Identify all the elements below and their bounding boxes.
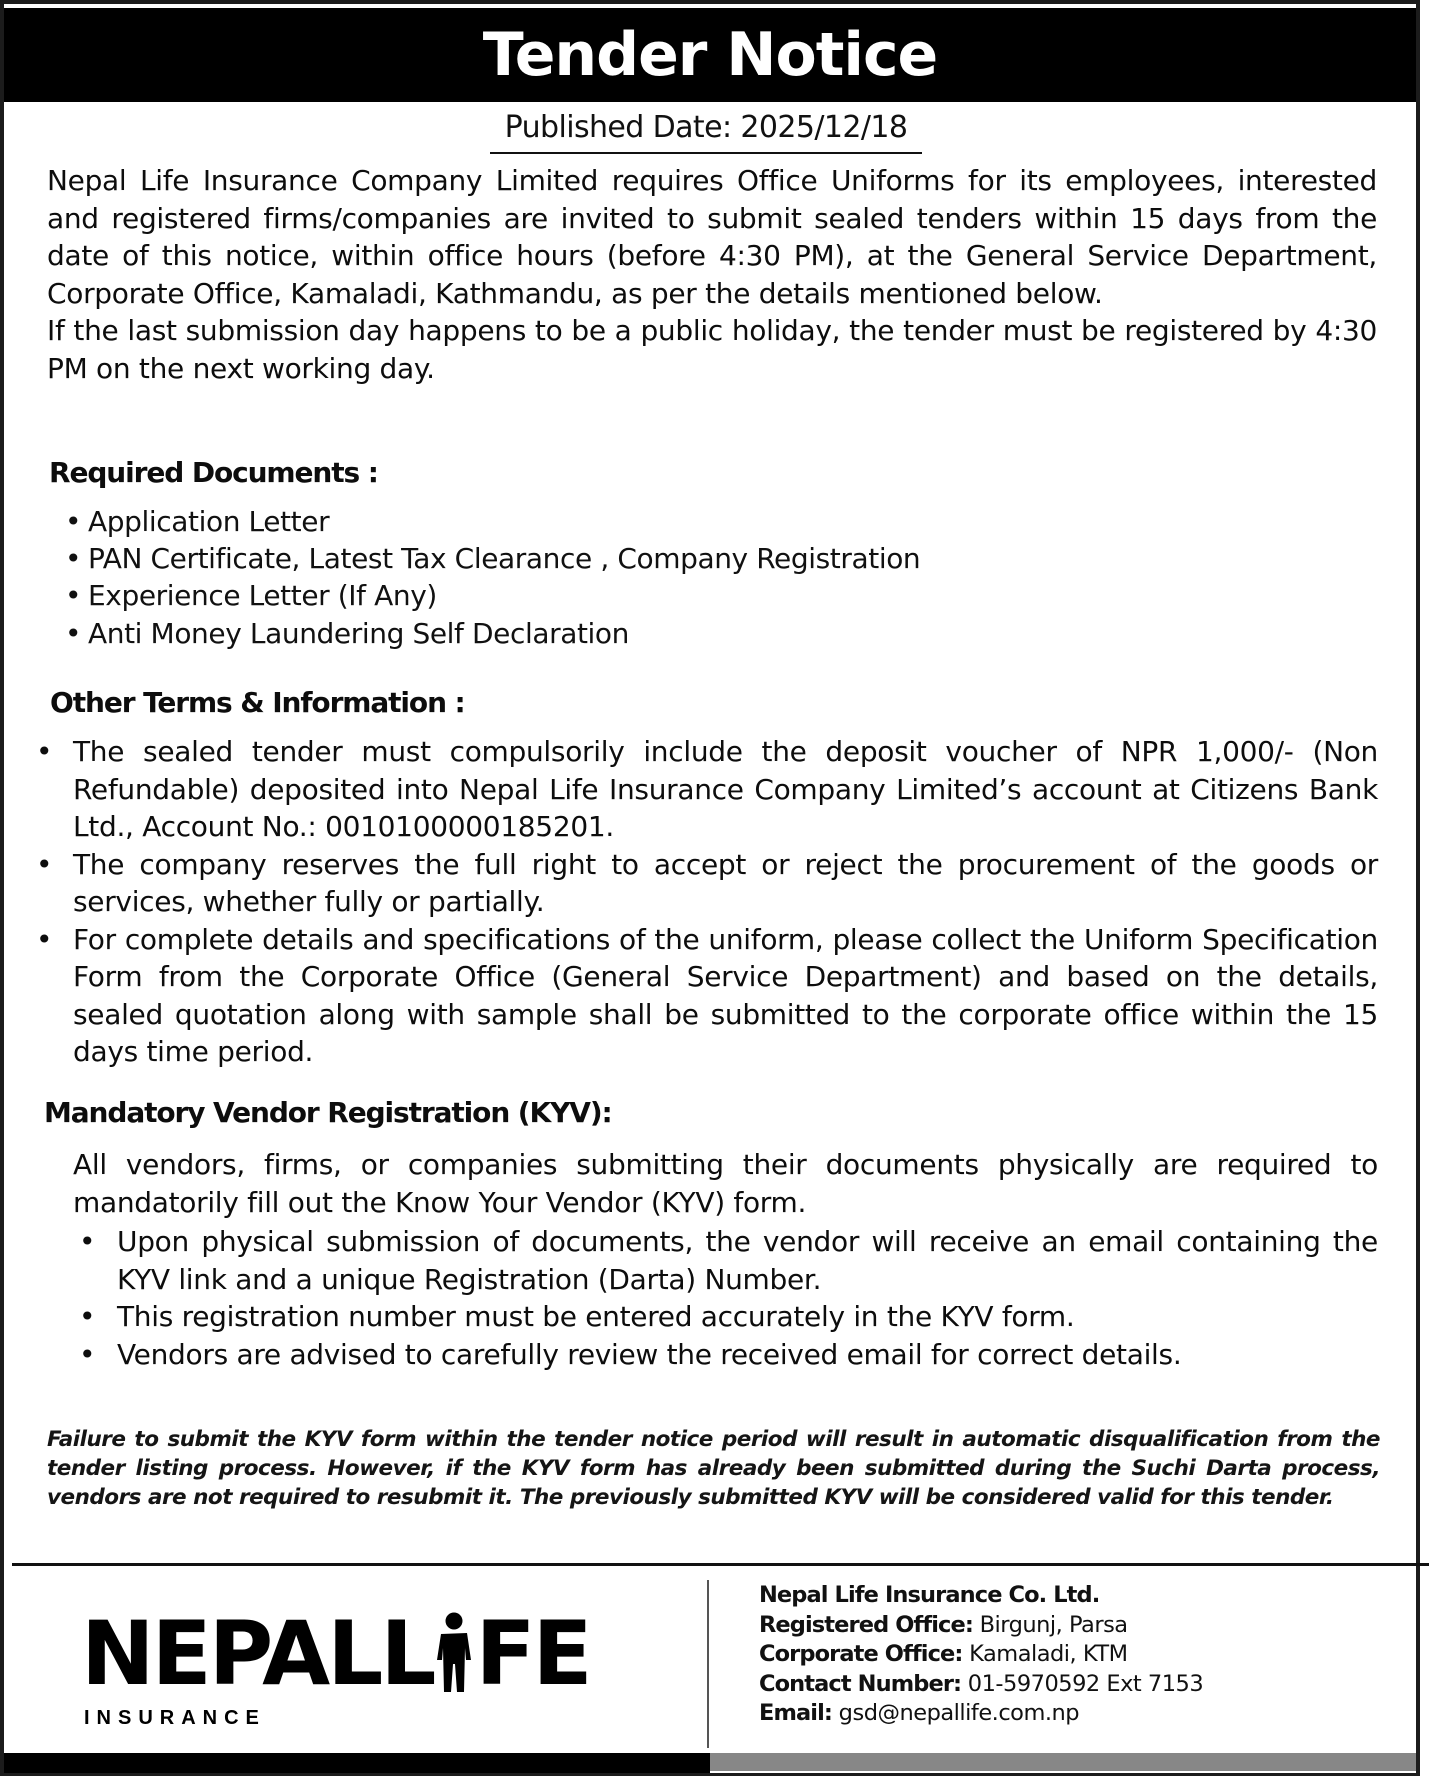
intro-paragraph: Nepal Life Insurance Company Limited requires Office Uniforms for its employees, interested and registered firms/companies are invited to submit sealed tenders within 15 days from the date of this notice, within office hours (before 4:30 PM), at the General Service Department, Corporate Office, Kamaladi, Kathmandu, as per the details mentioned below. — [47, 164, 1377, 310]
list-item — [36, 846, 1378, 921]
kyv-heading: Mandatory Vendor Registration (KYV): — [44, 1096, 612, 1129]
required-documents-heading: Required Documents : — [49, 456, 378, 489]
contact-number — [759, 1670, 1399, 1700]
contact-value: Birgunj, Parsa — [972, 1611, 1128, 1638]
kyv-disclaimer: Failure to submit the KYV form within the tender notice period will result in automatic disqualification from the tender listing process. However, if the KYV form has already been submitted during the Suchi Darta process, vendors are not required to resubmit it. The previously submitted KYV will be considered valid for this tender. — [47, 1427, 1380, 1510]
bullet-icon: • — [65, 579, 82, 613]
bullet-icon: • — [79, 1300, 96, 1333]
contact-value: gsd@nepallife.com.np — [832, 1700, 1080, 1726]
kyv-item-text: Upon physical submission of documents, the vendor will receive an email containing the KYV link and a unique Registration (Darta) Number. — [117, 1225, 1378, 1296]
bullet-icon: • — [65, 505, 82, 538]
list-item — [62, 503, 1162, 540]
person-figure-icon — [435, 1612, 473, 1694]
document-label: PAN Certificate, Latest Tax Clearance , Company Registration — [88, 542, 921, 576]
bullet-icon: • — [65, 616, 82, 650]
bullet-icon: • — [79, 1225, 96, 1258]
list-item — [62, 615, 1162, 652]
document-label: Experience Letter (If Any) — [88, 579, 437, 613]
logo-text-end: FE — [475, 1602, 590, 1705]
contact-value: Kamaladi, KTM — [962, 1641, 1128, 1667]
logo-text-start: NEPALL — [81, 1602, 434, 1705]
kyv-item-text: Vendors are advised to carefully review the received email for correct details. — [117, 1337, 1182, 1371]
document-label: Anti Money Laundering Self Declaration — [88, 616, 630, 650]
intro-section — [47, 162, 1377, 387]
footer-band-right — [710, 1753, 1416, 1771]
list-item — [79, 1223, 1378, 1298]
bullet-icon: • — [36, 735, 53, 768]
contact-label: Registered Office: — [759, 1611, 973, 1638]
other-terms-heading: Other Terms & Information : — [50, 686, 465, 719]
contact-label: Nepal Life Insurance Co. Ltd. — [759, 1582, 1100, 1608]
logo-subtitle: INSURANCE — [84, 1707, 266, 1729]
contact-info — [759, 1581, 1399, 1729]
registered-office — [759, 1611, 1399, 1641]
footer-divider — [707, 1580, 709, 1748]
list-item — [36, 733, 1378, 846]
company-name — [759, 1581, 1399, 1611]
page-title: Tender Notice — [482, 20, 938, 90]
kyv-intro — [73, 1146, 1378, 1221]
term-text: The company reserves the full right to accept or reject the procurement of the goods or services, whether fully or partially. — [73, 847, 1378, 918]
kyv-list — [79, 1223, 1378, 1373]
kyv-intro-text: All vendors, firms, or companies submitting their documents physically are required to mandatorily fill out the Know Your Vendor (KYV) form. — [73, 1148, 1378, 1219]
contact-label: Corporate Office: — [759, 1641, 963, 1667]
required-documents-list — [62, 503, 1162, 652]
term-text: The sealed tender must compulsorily include the deposit voucher of NPR 1,000/- (Non Refundable) deposited into Nepal Life Insurance Company Limited’s account at Citizens Bank Ltd., Account No.: 0010100000185201. — [73, 735, 1378, 843]
published-date: Published Date: 2025/12/18 — [490, 108, 922, 154]
list-item — [62, 577, 1162, 614]
list-item — [79, 1298, 1378, 1336]
list-item — [62, 540, 1162, 577]
footer-separator — [12, 1563, 1429, 1566]
document-label: Application Letter — [88, 505, 330, 538]
kyv-item-text: This registration number must be entered accurately in the KYV form. — [117, 1300, 1075, 1333]
nepal-life-logo — [81, 1602, 621, 1705]
bullet-icon: • — [36, 922, 53, 956]
bullet-icon: • — [65, 542, 82, 576]
holiday-paragraph: If the last submission day happens to be a public holiday, the tender must be registered by 4:30 PM on the next working day. — [47, 314, 1377, 385]
contact-value: 01-5970592 Ext 7153 — [961, 1670, 1204, 1697]
list-item — [36, 921, 1378, 1071]
contact-label: Contact Number: — [759, 1670, 962, 1697]
bullet-icon: • — [36, 847, 53, 881]
footer-band-left — [4, 1753, 710, 1773]
other-terms-list — [36, 733, 1378, 1071]
term-text: For complete details and specifications of the uniform, please collect the Uniform Specification Form from the Corporate Office (General Service Department) and based on the details, sealed quotation along with sample shall be submitted to the corporate office within the 15 days time period. — [73, 922, 1378, 1068]
contact-label: Email: — [759, 1700, 833, 1726]
list-item — [79, 1336, 1378, 1374]
corporate-office — [759, 1640, 1399, 1670]
bullet-icon: • — [79, 1337, 96, 1371]
logo-wordmark — [81, 1602, 621, 1705]
email — [759, 1699, 1399, 1729]
header-band — [4, 8, 1416, 102]
